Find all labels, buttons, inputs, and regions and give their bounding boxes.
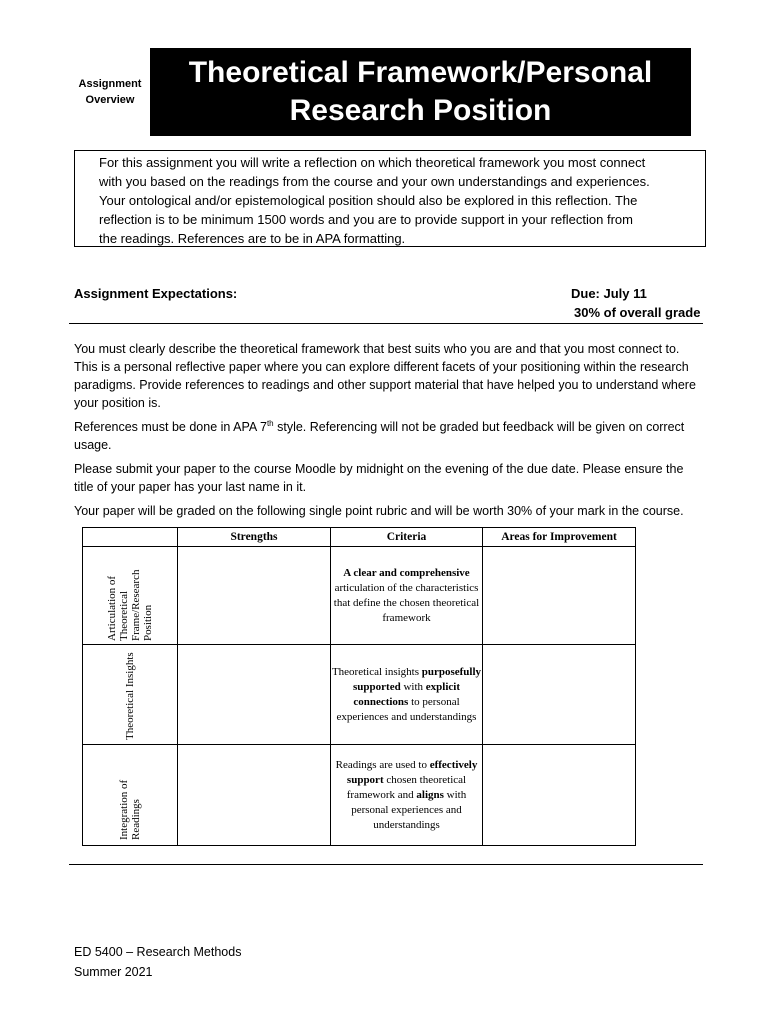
expectations-body [74,340,706,526]
paragraph-description: You must clearly describe the theoretical framework that best suits who you are and that you most connect to. This is a personal reflective paper where you can explore different facets of your positioning within the research paradigms. Provide references to readings and other support material that have helped you to understand where your position is. [74,342,696,410]
improvement-cell [483,547,636,645]
rubric-row-label: Theoretical Insights [124,651,136,740]
rubric-header-improvement: Areas for Improvement [483,528,636,547]
expectations-heading: Assignment Expectations: [74,286,238,301]
divider-top [69,323,703,324]
criteria-emphasis: explicit connections [353,680,460,708]
strengths-cell [178,547,331,645]
criteria-emphasis: A clear and comprehensive [343,566,470,579]
criteria-cell [331,645,483,745]
rubric-header-row [83,528,636,547]
rubric-row-label: Integration of Readings [118,779,142,840]
assignment-description-box [74,150,706,247]
rubric-header-blank [83,528,178,547]
strengths-cell [178,745,331,846]
criteria-emphasis: aligns [416,788,444,801]
references-superscript: th [266,418,274,428]
grade-weight: 30% of overall grade [574,305,701,320]
paragraph-submission: Please submit your paper to the course Moodle by midnight on the evening of the due date. Please ensure the title of your paper has your last name in it. [74,462,684,494]
rubric-row [83,745,636,846]
paragraph-references [74,418,706,454]
rubric-header-criteria: Criteria [331,528,483,547]
criteria-cell [331,745,483,846]
rubric-header-strengths: Strengths [178,528,331,547]
criteria-text: articulation of the characteristics that define the chosen theoretical framework [333,581,480,624]
criteria-emphasis: purposefully supported [353,665,482,693]
rubric-row-label-cell [83,645,178,745]
intro-line3: Your ontological and/or epistemological position should also be explored in this reflection. The [99,193,638,208]
criteria-text: Theoretical insights [331,665,419,678]
strengths-cell [178,645,331,745]
improvement-cell [483,645,636,745]
title-line1: Theoretical Framework/Personal [188,56,653,89]
intro-line4: reflection is to be minimum 1500 words and you are to provide support in your reflection from [99,212,633,227]
rubric-row [83,645,636,745]
criteria-text: chosen theoretical framework and [346,773,467,801]
assignment-overview-label [70,76,150,108]
references-text-after: style. Referencing will not be graded but feedback will be given on correct usage. [74,420,685,452]
overview-label-line2: Overview [85,94,135,106]
footer [74,942,241,982]
criteria-text: with personal experiences and understandings [351,788,467,831]
paragraph-rubric-intro: Your paper will be graded on the following single point rubric and will be worth 30% of your mark in the course. [74,504,684,518]
criteria-text: Readings are used to [335,758,427,771]
rubric-row-label-cell [83,745,178,846]
due-date: Due: July 11 [571,286,647,301]
footer-course: ED 5400 – Research Methods [74,945,242,959]
rubric-row-label: Articulation of Theoretical Frame/Research Position [106,569,154,641]
rubric-row [83,547,636,645]
divider-bottom [69,864,703,865]
criteria-text: to personal experiences and understandings [336,695,477,723]
intro-line1: For this assignment you will write a reflection on which theoretical framework you most connect [99,155,646,170]
criteria-cell [331,547,483,645]
rubric-table [82,527,636,846]
references-text-before: References must be done in APA 7 [74,420,267,434]
intro-line5: the readings. References are to be in APA formatting. [99,231,406,246]
title-line2: Research Position [289,94,552,127]
overview-label-line1: Assignment [78,78,142,90]
rubric-row-label-cell [83,547,178,645]
criteria-text: with [403,680,424,693]
page-title [150,48,691,136]
footer-term: Summer 2021 [74,965,153,979]
intro-line2: with you based on the readings from the course and your own understandings and experiences. [99,174,650,189]
criteria-emphasis: effectively support [346,758,478,786]
improvement-cell [483,745,636,846]
